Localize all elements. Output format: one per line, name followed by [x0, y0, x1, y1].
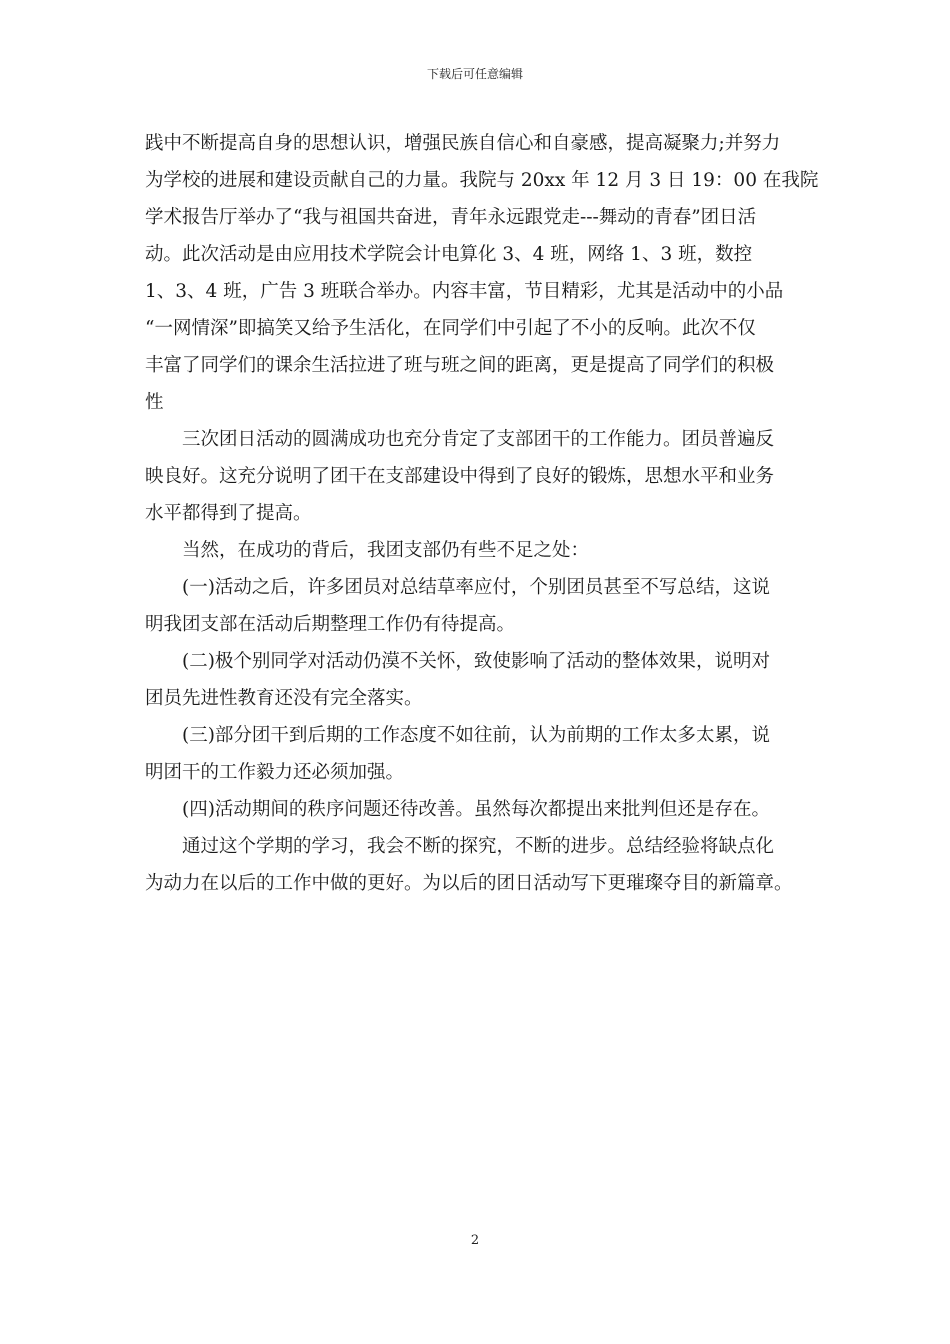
- page-number: 2: [470, 1233, 480, 1248]
- text-line: (一)活动之后，许多团员对总结草率应付，个别团员甚至不写总结，这说: [182, 577, 770, 598]
- text-line: 1、3、4 班，广告 3 班联合举办。内容丰富，节目精彩，尤其是活动中的小品: [145, 281, 784, 302]
- text-line: 团员先进性教育还没有完全落实。: [145, 688, 423, 709]
- text-line: (四)活动期间的秩序问题还待改善。虽然每次都提出来批判但还是存在。: [182, 799, 770, 820]
- text-line: 水平都得到了提高。: [145, 503, 312, 524]
- text-line: 践中不断提高自身的思想认识，增强民族自信心和自豪感，提高凝聚力;并努力: [145, 133, 781, 154]
- text-line: 三次团日活动的圆满成功也充分肯定了支部团干的工作能力。团员普遍反: [182, 429, 775, 450]
- text-line: 学术报告厅举办了“我与祖国共奋进，青年永远跟党走---舞动的青春”团日活: [145, 207, 757, 228]
- text-line: 当然，在成功的背后，我团支部仍有些不足之处：: [182, 540, 590, 561]
- page-header: 下载后可任意编辑: [426, 67, 523, 81]
- text-line: 动。此次活动是由应用技术学院会计电算化 3、4 班，网络 1、3 班，数控: [145, 244, 753, 265]
- text-line: 明我团支部在活动后期整理工作仍有待提高。: [145, 614, 516, 635]
- text-line: (二)极个别同学对活动仍漠不关怀，致使影响了活动的整体效果，说明对: [182, 651, 770, 672]
- text-line: 为学校的进展和建设贡献自己的力量。我院与 20xx 年 12 月 3 日 19：00 在我院: [145, 170, 819, 191]
- text-line: 性: [145, 392, 164, 413]
- text-line: (三)部分团干到后期的工作态度不如往前，认为前期的工作太多太累，说: [182, 725, 770, 746]
- text-line: 明团干的工作毅力还必须加强。: [145, 762, 405, 783]
- text-line: 映良好。这充分说明了团干在支部建设中得到了良好的锻炼，思想水平和业务: [145, 466, 775, 487]
- text-line: 为动力在以后的工作中做的更好。为以后的团日活动写下更璀璨夺目的新篇章。: [145, 873, 793, 894]
- text-line: 通过这个学期的学习，我会不断的探究，不断的进步。总结经验将缺点化: [182, 836, 775, 857]
- text-line: 丰富了同学们的课余生活拉进了班与班之间的距离，更是提高了同学们的积极: [145, 355, 775, 376]
- text-line: “一网情深”即搞笑又给予生活化，在同学们中引起了不小的反响。此次不仅: [145, 318, 756, 339]
- document-body: [145, 125, 825, 902]
